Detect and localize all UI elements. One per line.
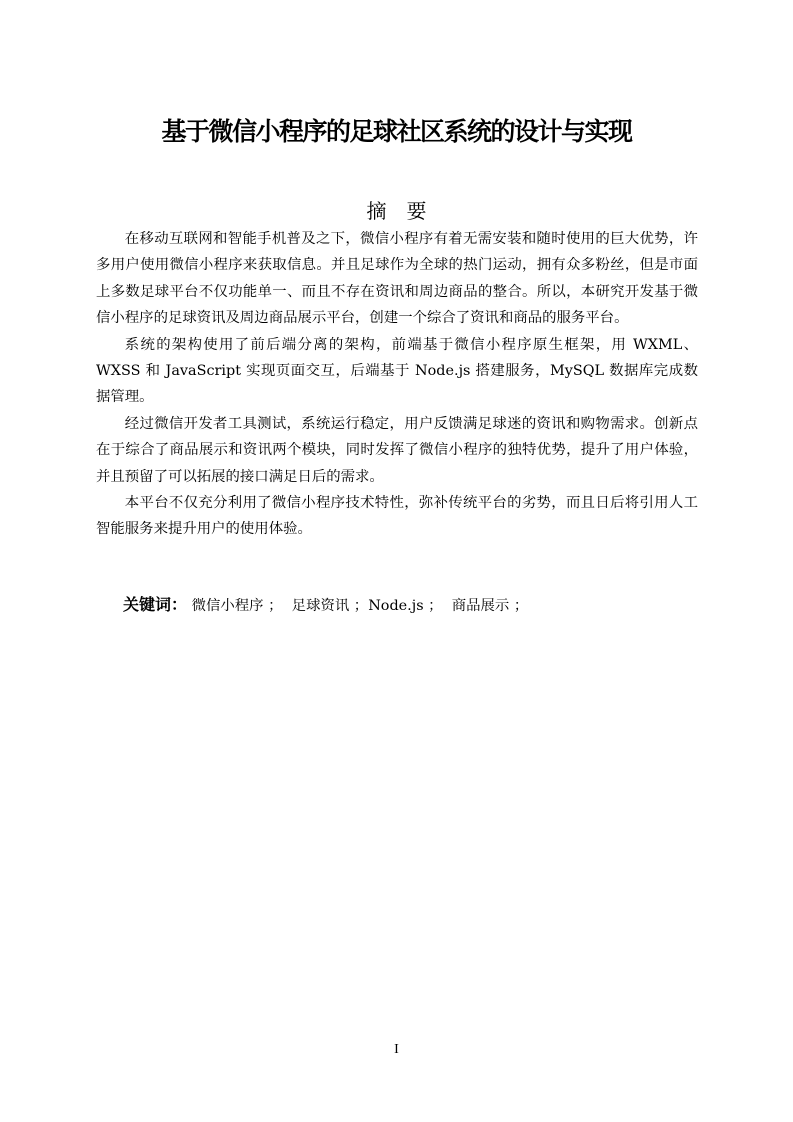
keyword-item: Node.js ； <box>368 598 443 614</box>
page-number: I <box>394 1042 399 1057</box>
document-title: 基于微信小程序的足球社区系统的设计与实现 <box>161 117 632 146</box>
keyword-item: 足球资讯 ； <box>291 598 369 614</box>
keywords-label: 关键词： <box>123 595 188 614</box>
abstract-paragraph: 系统的架构使用了前后端分离的架构，前端基于微信小程序原生框架，用 WXML、WXSS 和 JavaScript 实现页面交互，后端基于 Node.js 搭建服务，MySQL 数据库完成数据管理。 <box>96 336 698 406</box>
abstract-heading-char: 摘 <box>366 199 387 223</box>
keyword-item: 商品展示 ； <box>451 598 529 614</box>
keyword-item: 微信小程序 ； <box>191 598 283 614</box>
abstract-paragraph: 经过微信开发者工具测试，系统运行稳定，用户反馈满足球迷的资讯和购物需求。创新点在于综合了商品展示和资讯两个模块，同时发挥了微信小程序的独特优势，提升了用户体验，并且预留了可以拓展的接口满足日后的需求。 <box>96 415 698 485</box>
abstract-paragraph: 本平台不仅充分利用了微信小程序技术特性，弥补传统平台的劣势，而且日后将引用人工智能服务来提升用户的使用体验。 <box>96 495 698 538</box>
abstract-heading <box>0 196 793 226</box>
abstract-heading-char: 要 <box>406 199 427 223</box>
keywords-line <box>123 592 528 619</box>
abstract-body <box>96 226 698 543</box>
abstract-paragraph: 在移动互联网和智能手机普及之下，微信小程序有着无需安装和随时使用的巨大优势，许多用户使用微信小程序来获取信息。并且足球作为全球的热门运动，拥有众多粉丝，但是市面上多数足球平台不仅功能单一、而且不存在资讯和周边商品的整合。所以，本研究开发基于微信小程序的足球资讯及周边商品展示平台，创建一个综合了资讯和商品的服务平台。 <box>96 231 698 327</box>
